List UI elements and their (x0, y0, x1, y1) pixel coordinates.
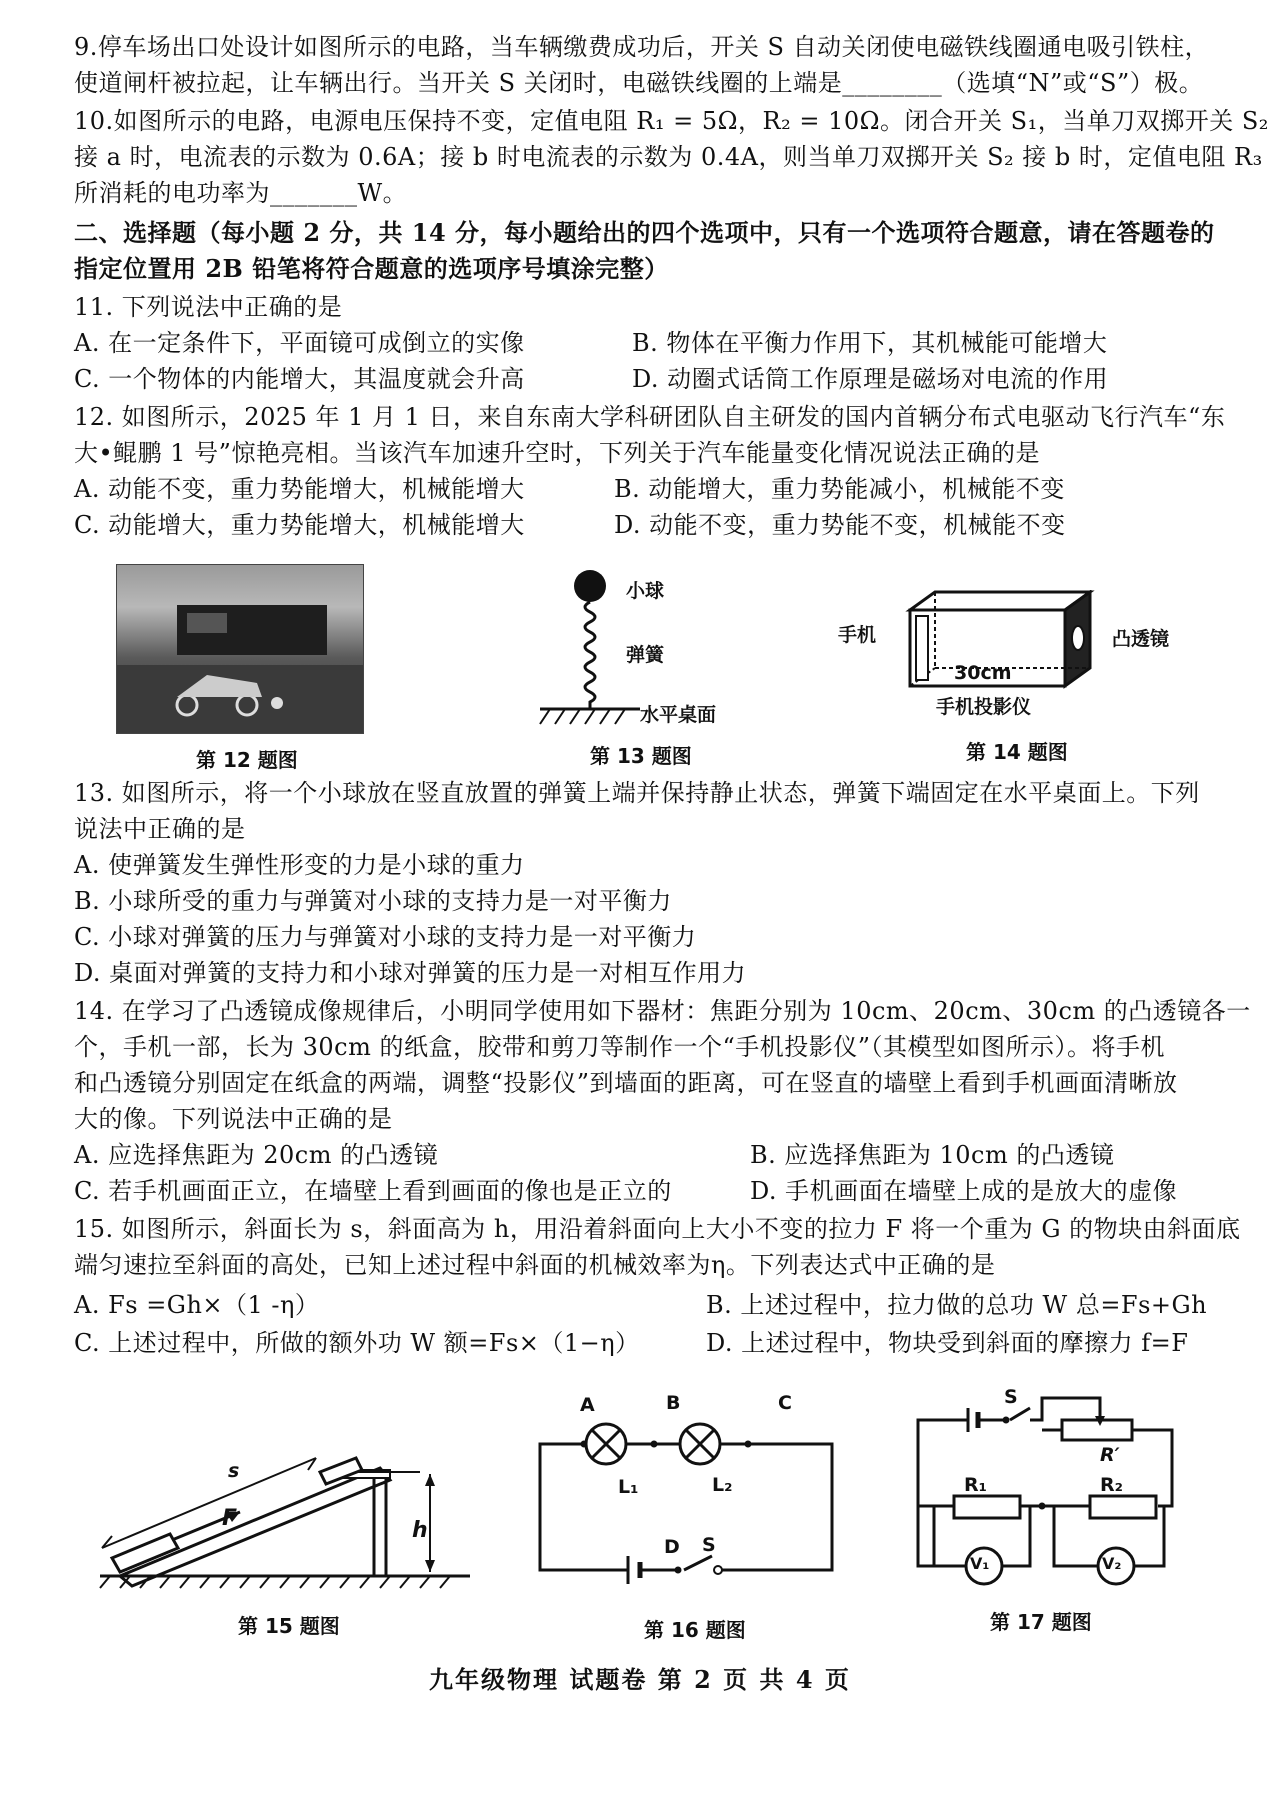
q15-option-d: D. 上述过程中，物块受到斜面的摩擦力 f=F (706, 1329, 1189, 1357)
q11-option-c: C. 一个物体的内能增大，其温度就会升高 (74, 365, 525, 393)
fig16-A-label: A (580, 1394, 595, 1416)
q13-option-b: B. 小球所受的重力与弹簧对小球的支持力是一对平衡力 (74, 887, 672, 915)
fig15-incline-diagram (90, 1408, 480, 1598)
fig15-h-label: h (412, 1518, 428, 1543)
fig16-C-label: C (778, 1392, 792, 1414)
fig13-spring-label: 弹簧 (626, 644, 665, 666)
fig17-S-label: S (1004, 1386, 1018, 1408)
q14-option-d: D. 手机画面在墙壁上成的是放大的虚像 (750, 1177, 1178, 1205)
fig16-L1-label: L₁ (618, 1476, 639, 1498)
q12-option-c: C. 动能增大，重力势能增大，机械能增大 (74, 511, 525, 539)
q14-line2: 个，手机一部，长为 30cm 的纸盒，胶带和剪刀等制作一个“手机投影仪”（其模型如图所示）。将手机 (74, 1033, 1166, 1061)
fig13-spring-diagram (520, 564, 640, 734)
fig17-Rprime-label: R′ (1100, 1444, 1120, 1466)
fig17-V2-label: V₂ (1102, 1554, 1122, 1573)
q14-option-c: C. 若手机画面正立，在墙壁上看到画面的像也是正立的 (74, 1177, 672, 1205)
fig17-V1-label: V₁ (970, 1554, 990, 1573)
q13-option-a: A. 使弹簧发生弹性形变的力是小球的重力 (74, 851, 525, 879)
q13-option-c: C. 小球对弹簧的压力与弹簧对小球的支持力是一对平衡力 (74, 923, 697, 951)
fig15-caption: 第 15 题图 (238, 1614, 340, 1638)
fig14-phone-label: 手机 (838, 624, 877, 646)
fig14-name-label: 手机投影仪 (936, 696, 1032, 718)
q9-line1: 9.停车场出口处设计如图所示的电路，当车辆缴费成功后，开关 S 自动关闭使电磁铁线圈通电吸引铁柱， (74, 33, 1210, 61)
q15-line2: 端匀速拉至斜面的高处，已知上述过程中斜面的机械效率为η。下列表达式中正确的是 (74, 1251, 996, 1279)
section2-heading-line1: 二、选择题（每小题 2 分，共 14 分，每小题给出的四个选项中，只有一个选项符合题意，请在答题卷的 (74, 218, 1215, 247)
fig17-R1-label: R₁ (964, 1474, 987, 1496)
q10-line3: 所消耗的电功率为_______W。 (74, 179, 408, 207)
fig14-lens-label: 凸透镜 (1112, 628, 1170, 650)
fig12-caption: 第 12 题图 (196, 748, 298, 772)
q12-line1: 12. 如图所示，2025 年 1 月 1 日，来自东南大学科研团队自主研发的国内首辆分布式电驱动飞行汽车“东 (74, 403, 1226, 431)
fig14-caption: 第 14 题图 (966, 740, 1068, 764)
q11-option-a: A. 在一定条件下，平面镜可成倒立的实像 (74, 329, 525, 357)
fig16-circuit-diagram (536, 1410, 836, 1590)
fig16-B-label: B (666, 1392, 681, 1414)
fig14-length-label: 30cm (954, 662, 1012, 684)
q11-option-b: B. 物体在平衡力作用下，其机械能可能增大 (632, 329, 1108, 357)
fig17-caption: 第 17 题图 (990, 1610, 1092, 1634)
fig13-caption: 第 13 题图 (590, 744, 692, 768)
fig15-s-label: s (228, 1460, 240, 1482)
q14-line1: 14. 在学习了凸透镜成像规律后，小明同学使用如下器材：焦距分别为 10cm、20cm、30cm 的凸透镜各一 (74, 997, 1251, 1025)
fig13-ball-label: 小球 (626, 580, 665, 602)
fig16-L2-label: L₂ (712, 1474, 733, 1496)
q10-line2: 接 a 时，电流表的示数为 0.6A；接 b 时电流表的示数为 0.4A，则当单刀双掷开关 S₂ 接 b 时，定值电阻 R₃ (74, 143, 1263, 171)
page-footer: 九年级物理 试题卷 第 2 页 共 4 页 (429, 1665, 851, 1694)
fig17-circuit-diagram (912, 1396, 1182, 1596)
q10-line1: 10.如图所示的电路，电源电压保持不变，定值电阻 R₁ = 5Ω，R₂ = 10Ω。闭合开关 S₁，当单刀双掷开关 S₂ (74, 107, 1269, 135)
q12-option-b: B. 动能增大，重力势能减小，机械能不变 (614, 475, 1065, 503)
q12-option-d: D. 动能不变，重力势能不变，机械能不变 (614, 511, 1066, 539)
fig16-D-label: D (664, 1536, 680, 1558)
fig13-table-label: 水平桌面 (640, 704, 717, 726)
q14-option-a: A. 应选择焦距为 20cm 的凸透镜 (74, 1141, 439, 1169)
flying-car-photo (116, 564, 364, 734)
q15-option-b: B. 上述过程中，拉力做的总功 W 总=Fs+Gh (706, 1291, 1208, 1319)
fig17-R2-label: R₂ (1100, 1474, 1123, 1496)
q13-line1: 13. 如图所示，将一个小球放在竖直放置的弹簧上端并保持静止状态，弹簧下端固定在水平桌面上。下列 (74, 779, 1200, 807)
q14-line3: 和凸透镜分别固定在纸盒的两端，调整“投影仪”到墙面的距离，可在竖直的墙壁上看到手机画面清晰放 (74, 1069, 1178, 1097)
q11-option-d: D. 动圈式话筒工作原理是磁场对电流的作用 (632, 365, 1109, 393)
fig16-caption: 第 16 题图 (644, 1618, 746, 1642)
q11-stem: 11. 下列说法中正确的是 (74, 293, 343, 321)
fig16-S-label: S (702, 1534, 716, 1556)
fig15-F-label: F (222, 1506, 238, 1531)
flying-car-photo-art (117, 565, 363, 733)
q12-line2: 大•鲲鹏 1 号”惊艳亮相。当该汽车加速升空时，下列关于汽车能量变化情况说法正确的是 (74, 439, 1040, 467)
q9-line2: 使道闸杆被拉起，让车辆出行。当开关 S 关闭时，电磁铁线圈的上端是________（选填“N”或“S”）极。 (74, 69, 1204, 97)
q14-option-b: B. 应选择焦距为 10cm 的凸透镜 (750, 1141, 1115, 1169)
q13-option-d: D. 桌面对弹簧的支持力和小球对弹簧的压力是一对相互作用力 (74, 959, 747, 987)
q15-option-c: C. 上述过程中，所做的额外功 W 额=Fs×（1−η） (74, 1329, 640, 1357)
q14-line4: 大的像。下列说法中正确的是 (74, 1105, 393, 1133)
q15-option-a: A. Fs =Gh×（1 -η） (74, 1291, 320, 1319)
q15-line1: 15. 如图所示，斜面长为 s，斜面高为 h，用沿着斜面向上大小不变的拉力 F 将一个重为 G 的物块由斜面底 (74, 1215, 1241, 1243)
q12-option-a: A. 动能不变，重力势能增大，机械能增大 (74, 475, 525, 503)
section2-heading-line2: 指定位置用 2B 铅笔将符合题意的选项序号填涂完整） (74, 254, 669, 283)
q13-line2: 说法中正确的是 (74, 815, 246, 843)
